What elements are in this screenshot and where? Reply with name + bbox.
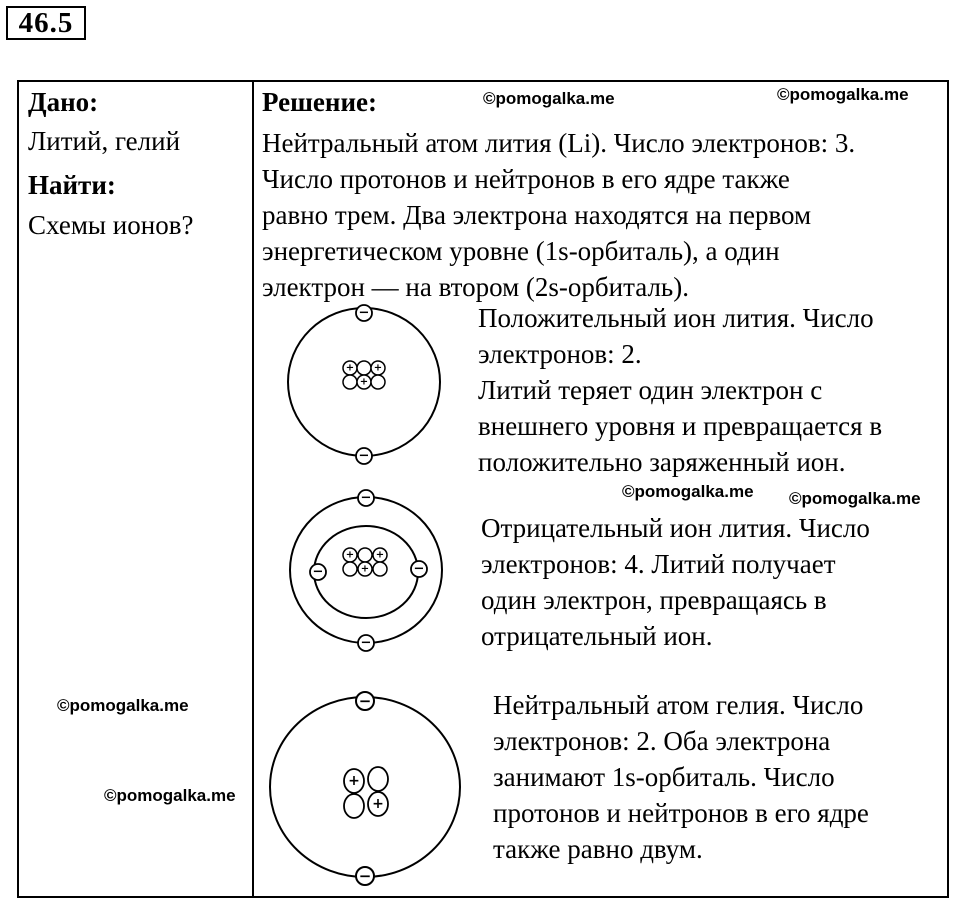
electron — [356, 867, 374, 885]
watermark: ©pomogalka.me — [777, 85, 909, 104]
electron-minus: − — [358, 305, 370, 321]
positive-lithium-ion-diagram — [278, 300, 453, 475]
text-line: Число протонов и нейтронов в его ядре также — [262, 164, 790, 194]
proton-plus: + — [345, 362, 355, 374]
find-heading: Найти: — [28, 170, 116, 200]
text-line: также равно двум. — [493, 834, 703, 864]
helium-atom-diagram — [268, 688, 468, 888]
text-line: электрон — на втором (2s-орбиталь). — [262, 272, 689, 302]
text-line: энергетическом уровне (1s-орбиталь), а один — [262, 236, 780, 266]
electron — [356, 448, 372, 464]
text-line: внешнего уровня и превращается в — [478, 411, 883, 441]
text-line: занимают 1s-орбиталь. Число — [493, 762, 835, 792]
electron — [310, 564, 326, 580]
helium-atom-description — [493, 687, 869, 867]
watermark: ©pomogalka.me — [57, 696, 189, 715]
text-line: Отрицательный ион лития. Число — [481, 513, 870, 543]
electron-shell — [270, 697, 460, 877]
watermark: ©pomogalka.me — [622, 482, 754, 501]
electron-minus: − — [360, 635, 372, 651]
given-value: Литий, гелий — [28, 126, 181, 156]
watermark: ©pomogalka.me — [483, 89, 615, 108]
text-line: отрицательный ион. — [481, 621, 713, 651]
electron — [356, 692, 374, 710]
text-line: Литий теряет один электрон с — [478, 375, 823, 405]
positive-ion-description — [478, 300, 882, 480]
proton-plus: + — [345, 549, 355, 561]
proton-plus: + — [348, 773, 360, 789]
electron-minus: − — [312, 564, 324, 580]
electron-minus: − — [358, 867, 372, 885]
negative-lithium-ion-diagram — [282, 488, 457, 653]
lithium-atom-description — [262, 125, 855, 305]
text-line: электронов: 2. — [478, 339, 642, 369]
text-line: один электрон, превращаясь в — [481, 585, 827, 615]
proton-plus: + — [360, 563, 370, 575]
proton-plus: + — [359, 376, 369, 388]
solution-heading: Решение: — [262, 87, 377, 117]
electron — [356, 305, 372, 321]
watermark: ©pomogalka.me — [104, 786, 236, 805]
find-value: Схемы ионов? — [28, 210, 194, 240]
text-line: электронов: 4. Литий получает — [481, 549, 836, 579]
text-line: Нейтральный атом гелия. Число — [493, 690, 864, 720]
negative-ion-description — [481, 510, 870, 654]
electron — [358, 490, 374, 506]
text-line: электронов: 2. Оба электрона — [493, 726, 831, 756]
electron — [358, 635, 374, 651]
watermark: ©pomogalka.me — [789, 489, 921, 508]
proton-plus: + — [375, 549, 385, 561]
text-line: Нейтральный атом лития (Li). Число электронов: 3. — [262, 128, 856, 158]
text-line: протонов и нейтронов в его ядре — [493, 798, 869, 828]
proton-plus: + — [373, 362, 383, 374]
proton-plus: + — [372, 796, 384, 812]
electron-minus: − — [360, 490, 372, 506]
column-divider — [252, 80, 254, 898]
text-line: положительно заряженный ион. — [478, 447, 846, 477]
electron-minus: − — [413, 561, 425, 577]
electron-minus: − — [358, 692, 372, 710]
electron-minus: − — [358, 448, 370, 464]
given-heading: Дано: — [28, 87, 99, 117]
electron — [411, 561, 427, 577]
task-number: 46.5 — [6, 6, 86, 40]
text-line: Положительный ион лития. Число — [478, 303, 874, 333]
text-line: равно трем. Два электрона находятся на первом — [262, 200, 812, 230]
